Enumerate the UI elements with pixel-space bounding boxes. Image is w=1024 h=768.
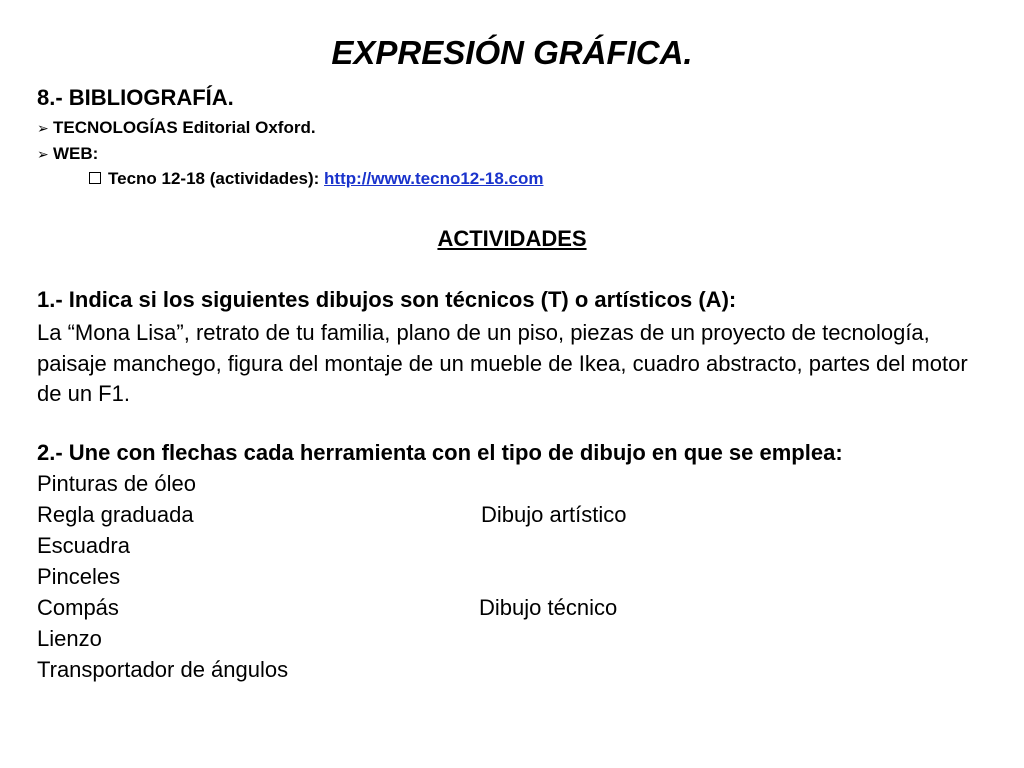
- arrow-bullet-icon: ➢: [37, 120, 49, 136]
- bibliography-item: [37, 118, 316, 138]
- drawing-type-technical: Dibujo técnico: [479, 595, 618, 620]
- tool-item: Compás: [37, 595, 119, 620]
- tool-item: Escuadra: [37, 533, 130, 558]
- bibliography-item: [37, 144, 98, 164]
- tool-item: Regla graduada: [37, 502, 194, 527]
- tool-item: Pinceles: [37, 564, 121, 589]
- question-1: 1.- Indica si los siguientes dibujos son técnicos (T) o artísticos (A):: [37, 287, 737, 312]
- bibliography-item-label: WEB:: [53, 144, 99, 163]
- tool-item: Lienzo: [37, 626, 102, 651]
- tool-item: Pinturas de óleo: [37, 471, 196, 496]
- bibliography-heading: 8.- BIBLIOGRAFÍA.: [37, 85, 234, 110]
- page-title: EXPRESIÓN GRÁFICA.: [331, 34, 693, 71]
- checkbox-bullet-icon: [89, 172, 101, 184]
- web-reference-label: Tecno 12-18 (actividades):: [108, 169, 325, 188]
- tool-item: Transportador de ángulos: [37, 657, 289, 682]
- web-reference-link[interactable]: http://www.tecno12-18.com: [324, 169, 544, 188]
- arrow-bullet-icon: ➢: [37, 146, 49, 162]
- web-reference: [89, 169, 544, 189]
- bibliography-item-label: TECNOLOGÍAS Editorial Oxford.: [53, 118, 316, 137]
- question-1-text: La “Mona Lisa”, retrato de tu familia, plano de un piso, piezas de un proyecto de tecnología, paisaje manchego, figura del montaje de un mueble de Ikea, cuadro abstracto, partes del motor de un F1.: [37, 320, 968, 406]
- drawing-type-artistic: Dibujo artístico: [481, 502, 627, 527]
- activities-heading: ACTIVIDADES: [437, 226, 587, 251]
- question-2: 2.- Une con flechas cada herramienta con el tipo de dibujo en que se emplea:: [37, 440, 843, 465]
